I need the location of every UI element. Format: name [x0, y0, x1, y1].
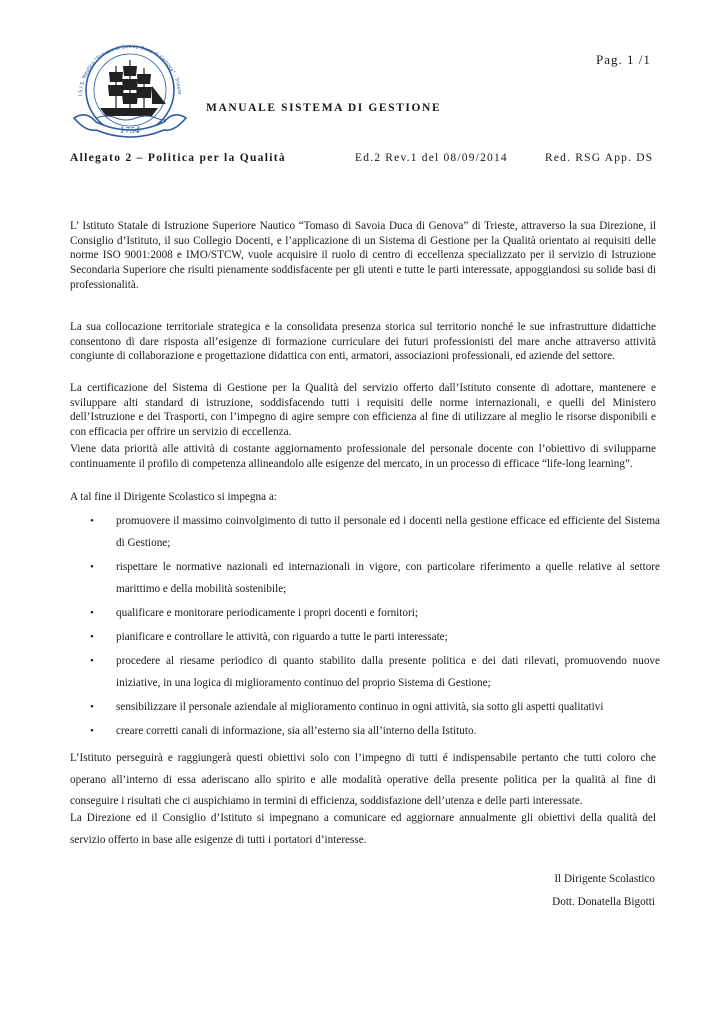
list-item-text: sensibilizzare il personale aziendale al miglioramento continuo in ogni attività, sia sotto gli aspetti qualitativi — [116, 701, 604, 713]
bullet-icon: • — [90, 561, 94, 573]
attachment-title: Allegato 2 – Politica per la Qualità — [70, 152, 286, 164]
bullet-icon: • — [90, 607, 94, 619]
redaction-info: Red. RSG App. DS — [545, 152, 654, 164]
list-item-text: promuovere il massimo coinvolgimento di tutto il personale ed i docenti nella gestione efficace ed efficiente del Sistema di Gestione; — [116, 515, 660, 549]
list-item-text: procedere al riesame periodico di quanto stabilito dalla presente politica e dei dati rilevati, promuovendo nuove iniziative, in una logica di miglioramento continuo del proprio Sistema di Gestione; — [116, 655, 660, 689]
list-item-text: rispettare le normative nazionali ed internazionali in vigore, con particolare riferimento a quelle relative al settore marittimo e della mobilità sostenibile; — [116, 561, 660, 595]
bullet-icon: • — [90, 701, 94, 713]
certification-paragraph: La certificazione del Sistema di Gestione per la Qualità del servizio offerto dall’Istituto consente di adottare, mantenere e sviluppare alti standard di istruzione, soddisfacendo tutti i requisiti delle norme internazionali, e quelli del Ministero dell’Istruzione e dei Trasporti, con l’impegno di agire sempre con efficienza al fine di utilizzare al meglio le risorse disponibili e con efficacia per offrire un servizio di eccellenza. — [70, 382, 656, 439]
bullet-icon: • — [90, 725, 94, 737]
manual-title: MANUALE SISTEMA DI GESTIONE — [206, 102, 442, 114]
location-paragraph: La sua collocazione territoriale strategica e la consolidata presenza storica sul territorio nonché le sue infrastrutture didattiche consentono di dare risposta all’esigenze di formazione curriculare dei futuri professionisti del mare anche attraverso attività congiunte di collaborazione e progettazione didattica con enti, armatori, associazioni professionali, ed aziende del settore. — [70, 321, 656, 363]
intro-paragraph: L’ Istituto Statale di Istruzione Superiore Nautico “Tomaso di Savoia Duca di Genova” di Trieste, attraverso la sua Direzione, il Consiglio d’Istituto, il suo Collegio Docenti, e l’applicazione di un Sistema di Gestione per la Qualità orientato ai requisiti delle norme ISO 9001:2008 e IMO/STCW, vuole acquisire il ruolo di centro di eccellenza specializzato per il servizio di Istruzione Secondaria Superiore che risulti pienamente soddisfacente per gli utenti e tutte le parti interessate, appoggiandosi su solide basi di professionalità. — [70, 220, 656, 291]
svg-text:I.S.I.S. Nautico "Tomaso di Sa: I.S.I.S. Nautico "Tomaso di Savoia Duca di Genova" - Trieste — [77, 43, 182, 97]
bullet-icon: • — [90, 515, 94, 527]
list-item-text: qualificare e monitorare periodicamente i propri docenti e fornitori; — [116, 607, 418, 619]
svg-text:1754: 1754 — [119, 126, 141, 135]
list-item-text: pianificare e controllare le attività, con riguardo a tutte le parti interessate; — [116, 631, 448, 643]
list-item — [70, 720, 660, 742]
training-paragraph: Viene data priorità alle attività di costante aggiornamento professionale del personale docente con l’obiettivo di svilupparne continuamente il profilo di competenza allineandolo alle esigenze del mercato, in un processo di efficace “life-long learning”. — [70, 443, 656, 470]
signature-name: Dott. Donatella Bigotti — [552, 896, 655, 908]
bullet-icon: • — [90, 631, 94, 643]
bullet-icon: • — [90, 655, 94, 667]
list-item — [70, 650, 660, 694]
school-logo — [66, 38, 191, 138]
edition-revision: Ed.2 Rev.1 del 08/09/2014 — [355, 152, 508, 164]
closing-paragraph: L’Istituto perseguirà e raggiungerà questi obiettivi solo con l’impegno di tutti é indispensabile pertanto che tutti coloro che operano all’interno di essa aderiscano allo spirito e alle modalità operative della presente politica per la qualità al fine di conseguire i risultati che ci auspichiamo in termini di efficienza, soddisfazione dell’utenza e delle parti interessate. — [70, 752, 656, 807]
list-item — [70, 696, 660, 718]
list-item — [70, 602, 660, 624]
list-item — [70, 556, 660, 600]
direction-paragraph: La Direzione ed il Consiglio d’Istituto si impegnano a comunicare ed aggiornare annualmente gli obiettivi della qualità del servizio offerto in base alle esigenze di tutti i portatori d’interesse. — [70, 812, 656, 846]
signature-title: Il Dirigente Scolastico — [554, 873, 655, 885]
commitment-intro: A tal fine il Dirigente Scolastico si impegna a: — [70, 491, 277, 503]
list-item — [70, 626, 660, 648]
list-item-text: creare corretti canali di informazione, sia all’esterno sia all’interno della Istituto. — [116, 725, 477, 737]
list-item — [70, 510, 660, 554]
commitment-list — [70, 510, 660, 744]
page-number: Pag. 1 /1 — [596, 52, 651, 67]
ship-emblem-icon — [66, 38, 191, 138]
